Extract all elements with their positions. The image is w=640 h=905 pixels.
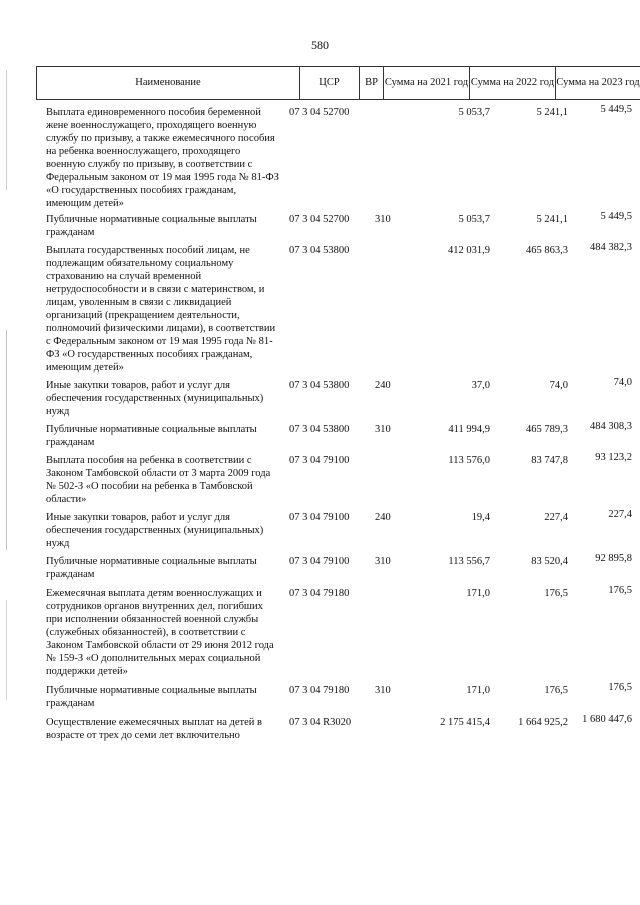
- scan-margin-mark: [6, 70, 7, 190]
- row-sum-2022: 227,4: [544, 512, 568, 523]
- row-csr: 07 3 04 53800: [289, 245, 350, 256]
- row-vr: 240: [375, 512, 391, 523]
- table-row: [46, 684, 640, 710]
- table-row: [46, 587, 640, 678]
- row-sum-2021: 19,4: [471, 512, 490, 523]
- row-name: Публичные нормативные социальные выплаты гражданам: [46, 685, 257, 709]
- row-sum-2022: 74,0: [549, 380, 568, 391]
- header-sum-2022: Сумма на 2022 год: [470, 67, 556, 100]
- row-name: Осуществление ежемесячных выплат на детей в возрасте от трех до семи лет включительно: [46, 717, 263, 741]
- row-vr: 310: [375, 214, 391, 225]
- row-csr: 07 3 04 79180: [289, 685, 350, 696]
- row-sum-2021: 171,0: [466, 588, 490, 599]
- table-row: [46, 454, 640, 506]
- row-sum-2022: 83 747,8: [531, 455, 568, 466]
- row-sum-2023: 92 895,8: [595, 553, 632, 564]
- row-csr: 07 3 04 79180: [289, 588, 350, 599]
- row-vr: 310: [375, 424, 391, 435]
- row-sum-2021: 411 994,9: [448, 424, 490, 435]
- row-vr: 310: [375, 685, 391, 696]
- row-sum-2021: 5 053,7: [458, 107, 490, 118]
- scan-margin-mark: [6, 600, 7, 700]
- row-sum-2022: 176,5: [544, 685, 568, 696]
- row-sum-2022: 5 241,1: [536, 107, 568, 118]
- row-sum-2023: 484 382,3: [590, 242, 632, 253]
- row-sum-2022: 465 789,3: [526, 424, 568, 435]
- row-csr: 07 3 04 53800: [289, 380, 350, 391]
- row-sum-2021: 171,0: [466, 685, 490, 696]
- table-row: [46, 379, 640, 418]
- row-sum-2023: 484 308,3: [590, 421, 632, 432]
- row-sum-2021: 37,0: [471, 380, 490, 391]
- table-row: [46, 244, 640, 374]
- row-sum-2023: 176,5: [608, 585, 632, 596]
- row-sum-2023: 93 123,2: [595, 452, 632, 463]
- row-sum-2023: 5 449,5: [600, 104, 632, 115]
- row-csr: 07 3 04 53800: [289, 424, 350, 435]
- row-csr: 07 3 04 79100: [289, 512, 350, 523]
- table-header: [36, 66, 640, 100]
- row-sum-2022: 465 863,3: [526, 245, 568, 256]
- row-vr: 240: [375, 380, 391, 391]
- table-row: [46, 555, 640, 581]
- row-vr: 310: [375, 556, 391, 567]
- row-sum-2021: 412 031,9: [448, 245, 490, 256]
- row-sum-2022: 176,5: [544, 588, 568, 599]
- row-csr: 07 3 04 52700: [289, 107, 350, 118]
- table-row: [46, 213, 640, 239]
- row-sum-2021: 113 576,0: [448, 455, 490, 466]
- row-csr: 07 3 04 R3020: [289, 717, 352, 728]
- row-sum-2023: 176,5: [608, 682, 632, 693]
- table-body: [46, 106, 640, 746]
- row-sum-2022: 5 241,1: [536, 214, 568, 225]
- row-csr: 07 3 04 52700: [289, 214, 350, 225]
- table-row: [46, 716, 640, 742]
- row-sum-2021: 113 556,7: [448, 556, 490, 567]
- header-sum-2021: Сумма на 2021 год: [384, 67, 470, 100]
- header-sum-2023: Сумма на 2023 год: [556, 67, 640, 100]
- row-name: Иные закупки товаров, работ и услуг для обеспечения государственных (муниципальных) нужд: [46, 380, 264, 417]
- scan-margin-mark: [6, 330, 7, 550]
- row-name: Публичные нормативные социальные выплаты гражданам: [46, 556, 257, 580]
- page-number: 580: [311, 38, 329, 52]
- row-name: Публичные нормативные социальные выплаты гражданам: [46, 424, 257, 448]
- row-name: Выплата государственных пособий лицам, не подлежащим обязательному социальному страхованию на случай временной нетрудоспособности и в связи с материнством, и лицам, уволенным в связи с ликвидацией организаций (прекращением деятельности, полномочий физическими лицами), в соответствии с Федеральным законом от 19 мая 1995 года № 81-ФЗ «О государственных пособиях гражданам, имеющим детей»: [46, 245, 276, 373]
- table-row: [46, 423, 640, 449]
- row-sum-2022: 83 520,4: [531, 556, 568, 567]
- row-name: Выплата пособия на ребенка в соответствии с Законом Тамбовской области от 3 марта 2009 года № 502-З «О пособии на ребенка в Тамбовской области»: [46, 455, 271, 505]
- table-row: [46, 511, 640, 550]
- row-sum-2022: 1 664 925,2: [518, 717, 568, 728]
- row-name: Выплата единовременного пособия беременной жене военнослужащего, проходящего военную службу по призыву, а также ежемесячного пособия на ребенка военнослужащего, проходящего военную службу по призыву, в соответствии с Федеральным законом от 19 мая 1995 года № 81-ФЗ «О государственных пособиях гражданам, имеющим детей»: [46, 107, 279, 209]
- row-sum-2023: 74,0: [613, 377, 632, 388]
- table-row: [46, 106, 640, 210]
- row-csr: 07 3 04 79100: [289, 455, 350, 466]
- header-csr: ЦСР: [300, 67, 360, 100]
- header-vr: ВР: [360, 67, 384, 100]
- row-sum-2021: 2 175 415,4: [440, 717, 490, 728]
- row-sum-2021: 5 053,7: [458, 214, 490, 225]
- row-csr: 07 3 04 79100: [289, 556, 350, 567]
- header-name: Наименование: [37, 67, 300, 100]
- row-sum-2023: 5 449,5: [600, 211, 632, 222]
- row-name: Ежемесячная выплата детям военнослужащих и сотрудников органов внутренних дел, погибших при исполнении обязанностей военной службы (служебных обязанностей), в соответствии с Законом Тамбовской области от 29 июня 2012 года № 159-З «О дополнительных мерах социальной поддержки детей»: [46, 588, 274, 677]
- row-sum-2023: 227,4: [608, 509, 632, 520]
- row-sum-2023: 1 680 447,6: [582, 714, 632, 725]
- row-name: Иные закупки товаров, работ и услуг для обеспечения государственных (муниципальных) нужд: [46, 512, 264, 549]
- row-name: Публичные нормативные социальные выплаты гражданам: [46, 214, 257, 238]
